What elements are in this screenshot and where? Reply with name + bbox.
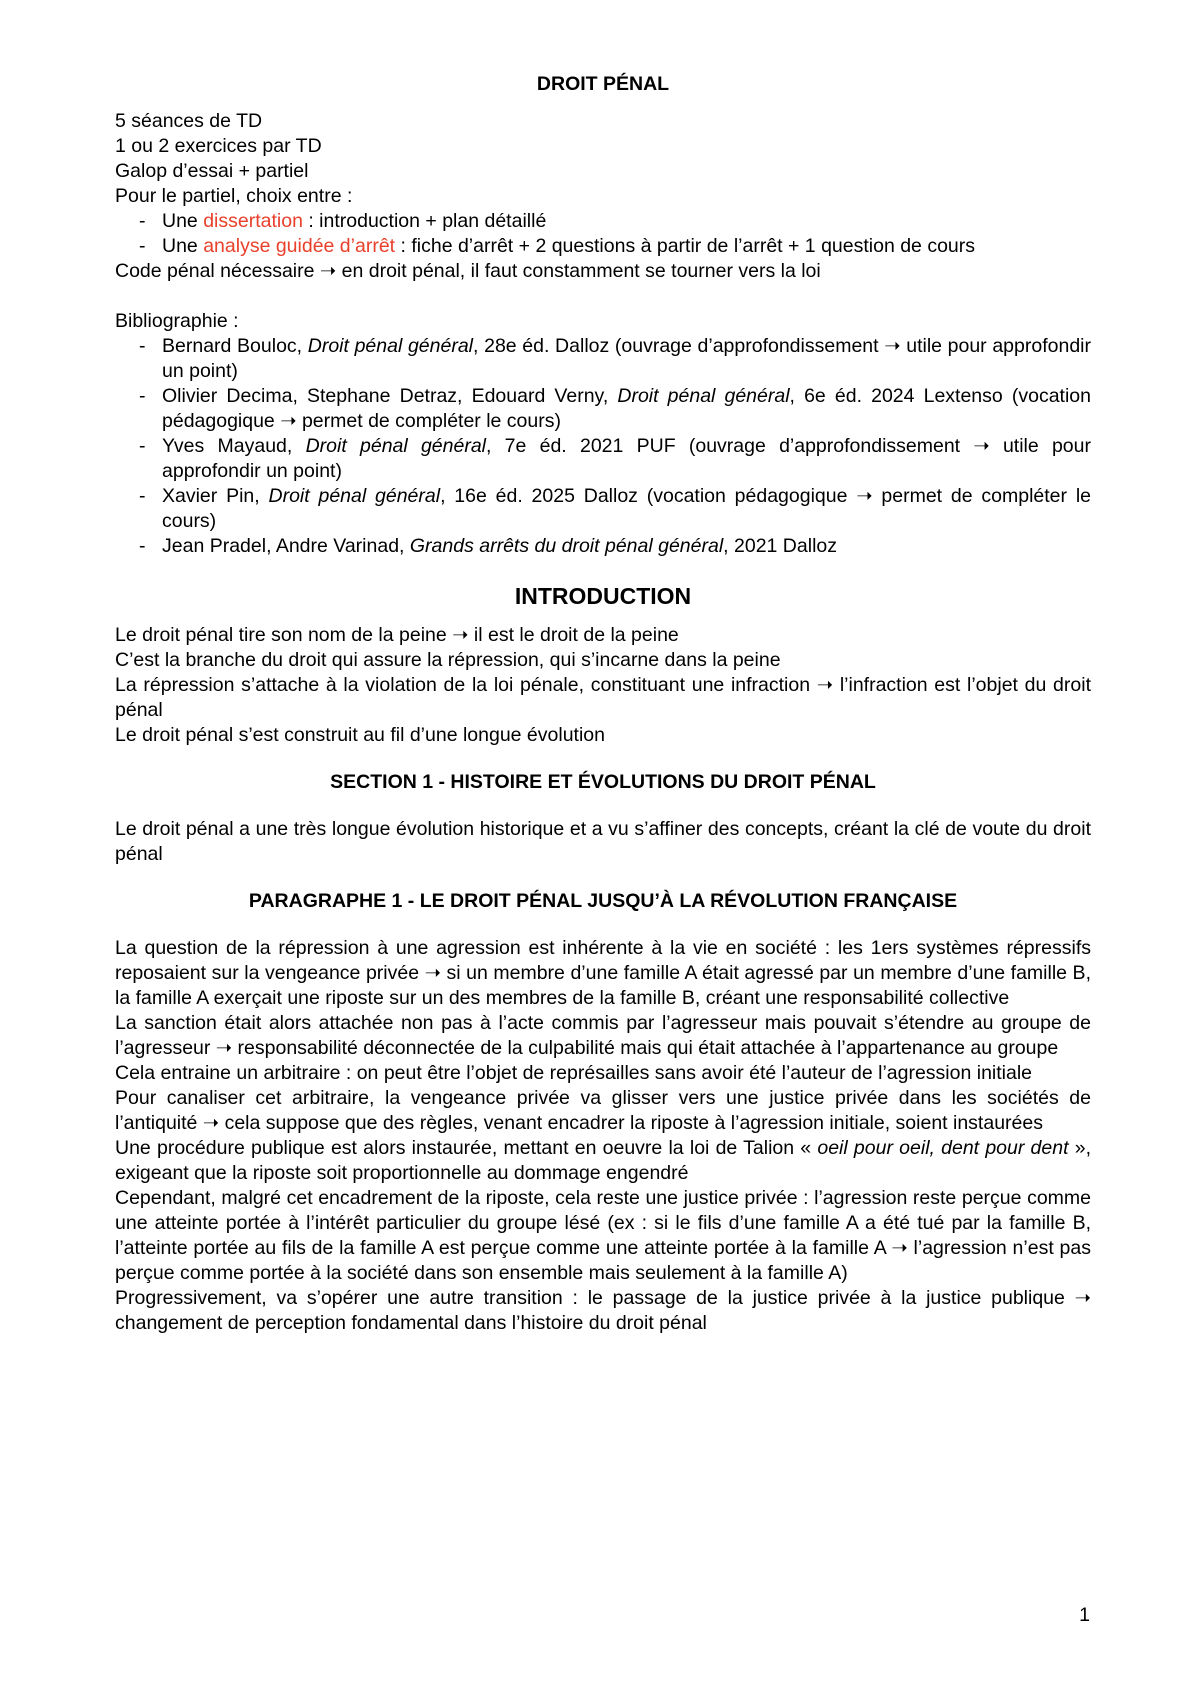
bib-title: Droit pénal général <box>307 335 474 357</box>
introduction-line: Le droit pénal s’est construit au fil d’une longue évolution <box>115 724 605 746</box>
section-1-text: Le droit pénal a une très longue évolution historique et a vu s’affiner des concepts, créant la clé de voute du droit pénal <box>115 818 1091 865</box>
bib-details: , 7e éd. 2021 PUF (ouvrage d’approfondissement ➝ utile pour approfondir un point) <box>162 435 1091 482</box>
section-1-heading: SECTION 1 - HISTOIRE ET ÉVOLUTIONS DU DROIT PÉNAL <box>330 771 876 793</box>
paragraph-1-line: Cependant, malgré cet encadrement de la riposte, cela reste une justice privée : l’agression reste perçue comme une atteinte portée à l’intérêt particulier du groupe lésé (ex : si le fils d’une famille A a été tué par la famille B, l’atteinte portée au fils de la famille A est perçue comme une atteinte portée à la famille A ➝ l’agression n’est pas perçue comme portée à la société dans son ensemble mais seulement à la famille A) <box>115 1187 1091 1284</box>
option-suffix: : introduction + plan détaillé <box>302 210 547 232</box>
paragraph-1-line: Progressivement, va s’opérer une autre transition : le passage de la justice privée à la justice publique ➝ changement de perception fondamental dans l’histoire du droit pénal <box>115 1287 1091 1334</box>
paragraph-1-line: Cela entraine un arbitraire : on peut être l’objet de représailles sans avoir été l’auteur de l’agression initiale <box>115 1062 1033 1084</box>
bibliography-label: Bibliographie : <box>115 310 239 332</box>
paragraph-1-line: Pour canaliser cet arbitraire, la vengeance privée va glisser vers une justice privée dans les sociétés de l’antiquité ➝ cela suppose que des règles, venant encadrer la riposte à l’agression initiale, soient instaurées <box>115 1087 1091 1134</box>
intro-line: 5 séances de TD <box>115 110 263 132</box>
partiel-options-list <box>115 209 1091 259</box>
bibliography-item <box>115 384 1091 434</box>
introduction-heading: INTRODUCTION <box>514 583 692 609</box>
bib-details: , 28e éd. Dalloz (ouvrage d’approfondissement ➝ utile pour approfondir un point) <box>162 335 1091 382</box>
option-prefix: Une <box>162 210 204 232</box>
option-prefix: Une <box>162 235 204 257</box>
talion-text-end: », exigeant que la riposte soit proportionnelle au dommage engendré <box>115 1137 1091 1184</box>
document-title: DROIT PÉNAL <box>536 73 670 95</box>
option-highlight: dissertation <box>203 210 303 232</box>
bib-authors: Yves Mayaud, <box>162 435 306 457</box>
bib-title: Droit pénal général <box>617 385 790 407</box>
partiel-option-dissertation <box>115 209 1091 234</box>
bibliography-item <box>115 484 1091 534</box>
bib-details: , 2021 Dalloz <box>723 535 837 557</box>
bib-authors: Bernard Bouloc, <box>162 335 308 357</box>
bibliography-item <box>115 434 1091 484</box>
introduction-line: La répression s’attache à la violation de la loi pénale, constituant une infraction ➝ l’infraction est l’objet du droit pénal <box>115 674 1091 721</box>
code-penal-line: Code pénal nécessaire ➝ en droit pénal, il faut constamment se tourner vers la loi <box>115 260 821 282</box>
intro-line: Pour le partiel, choix entre : <box>115 185 353 207</box>
bib-title: Droit pénal général <box>305 435 487 457</box>
bibliography-list <box>115 334 1091 559</box>
bibliography-item <box>115 534 1091 559</box>
introduction-line: Le droit pénal tire son nom de la peine ➝ il est le droit de la peine <box>115 624 679 646</box>
page-content <box>115 72 1091 1336</box>
bib-title: Grands arrêts du droit pénal général <box>409 535 724 557</box>
paragraph-1-heading: PARAGRAPHE 1 - LE DROIT PÉNAL JUSQU’À LA RÉVOLUTION FRANÇAISE <box>248 890 958 912</box>
intro-line: 1 ou 2 exercices par TD <box>115 135 322 157</box>
bib-details: , 16e éd. 2025 Dalloz (vocation pédagogique ➝ permet de compléter le cours) <box>162 485 1091 532</box>
option-suffix: : fiche d’arrêt + 2 questions à partir de l’arrêt + 1 question de cours <box>395 235 975 257</box>
page-number: 1 <box>1079 1604 1090 1626</box>
option-highlight: analyse guidée d’arrêt <box>203 235 396 257</box>
paragraph-1-line: La question de la répression à une agression est inhérente à la vie en société : les 1ers systèmes répressifs reposaient sur la vengeance privée ➝ si un membre d’une famille A était agressé par un membre d’une famille B, la famille A exerçait une riposte sur un des membres de la famille B, créant une responsabilité collective <box>115 937 1091 1009</box>
partiel-option-analyse <box>115 234 1091 259</box>
paragraph-1-line: La sanction était alors attachée non pas à l’acte commis par l’agresseur mais pouvait s’étendre au groupe de l’agresseur ➝ responsabilité déconnectée de la culpabilité mais qui était attachée à l’appartenance au groupe <box>115 1012 1091 1059</box>
bib-authors: Xavier Pin, <box>162 485 269 507</box>
bibliography-item <box>115 334 1091 384</box>
talion-line <box>115 1136 1091 1186</box>
bib-title: Droit pénal général <box>268 485 441 507</box>
intro-line: Galop d’essai + partiel <box>115 160 309 182</box>
introduction-line: C’est la branche du droit qui assure la répression, qui s’incarne dans la peine <box>115 649 781 671</box>
talion-quote: oeil pour oeil, dent pour dent <box>817 1137 1069 1159</box>
bib-authors: Jean Pradel, Andre Varinad, <box>162 535 410 557</box>
talion-text: Une procédure publique est alors instaurée, mettant en oeuvre la loi de Talion « <box>115 1137 818 1159</box>
bib-authors: Olivier Decima, Stephane Detraz, Edouard Verny, <box>162 385 618 407</box>
bib-details: , 6e éd. 2024 Lextenso (vocation pédagogique ➝ permet de compléter le cours) <box>162 385 1091 432</box>
